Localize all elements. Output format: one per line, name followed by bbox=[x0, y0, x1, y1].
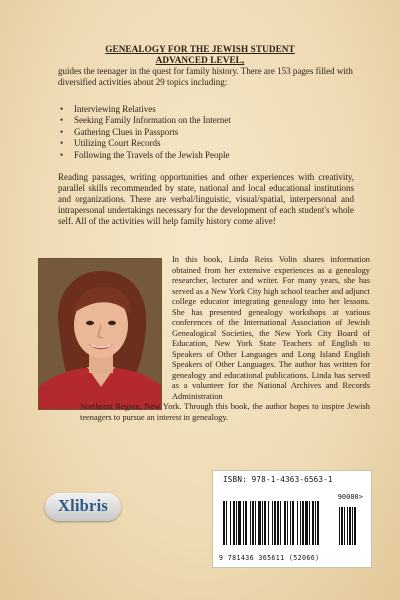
list-item: • Seeking Family Information on the Internet bbox=[60, 115, 340, 126]
publisher-logo bbox=[45, 493, 121, 521]
barcode-bars bbox=[223, 501, 363, 551]
barcode-bar bbox=[287, 501, 288, 545]
barcode-bar bbox=[245, 501, 247, 545]
author-bio: In this book, Linda Reiss Volin shares information obtained from her extensive experiences as a genealogy researcher, lecturer and writer. For many years, she has served as a New York City high school teacher and adjunct college educator integrating genealogy into her lessons. She has presented genealogy workshops at various conferences of the International Association of Jewish Genealogical Societies, the New York City Board of Education, New York State Teachers of English to Speakers of Other Languages and Long Island English Speakers of Other Languages. The author has written for genealogy and educational publications. Linda has served as a volunteer for the National Archives and Records Administration bbox=[172, 255, 370, 401]
barcode-bar bbox=[258, 501, 261, 545]
book-title bbox=[0, 44, 400, 66]
author-portrait-image bbox=[39, 259, 162, 410]
isbn-barcode bbox=[212, 470, 372, 568]
barcode-bar bbox=[252, 501, 254, 545]
title-line-2: ADVANCED LEVEL, bbox=[155, 55, 245, 65]
list-item: • Gathering Clues in Passports bbox=[60, 127, 340, 138]
isbn-label: ISBN: 978-1-4363-6563-1 bbox=[223, 475, 333, 484]
description-paragraph: Reading passages, writing opportunities and other experiences with creativity, parallel skills recommended by state, national and local educational institutions and organizations. There are verbal/linguistic, visual/spatial, interpersonal and intrapersonal undertakings necessary for the development of each student's whole self. All of the activities will help family history come alive! bbox=[58, 172, 354, 227]
barcode-bar bbox=[226, 501, 227, 545]
barcode-bar bbox=[290, 501, 291, 545]
barcode-addon-bar bbox=[341, 507, 343, 545]
author-bio-continued: Northeast Region, New York. Through this book, the author hopes to inspire Jewish teenagers to pursue an interest in genealogy. bbox=[80, 402, 370, 422]
barcode-bar bbox=[284, 501, 286, 545]
barcode-bar bbox=[309, 501, 310, 545]
barcode-bar bbox=[272, 501, 273, 545]
barcode-bar bbox=[250, 501, 251, 545]
barcode-addon-bar bbox=[339, 507, 340, 545]
list-item: • Interviewing Relatives bbox=[60, 104, 340, 115]
barcode-bar bbox=[223, 501, 225, 545]
barcode-bar bbox=[297, 501, 298, 545]
barcode-addon-bar bbox=[344, 507, 345, 545]
barcode-bar bbox=[277, 501, 279, 545]
barcode-bar bbox=[315, 501, 316, 545]
author-photo bbox=[38, 258, 162, 410]
barcode-addon-bar bbox=[354, 507, 356, 545]
intro-text: guides the teenager in the quest for family history. There are 153 pages filled with diversified activities about 29 topics including: bbox=[58, 66, 353, 88]
barcode-digits: 9 781436 365611 (52066) bbox=[219, 554, 320, 562]
list-item: • Following the Travels of the Jewish People bbox=[60, 150, 340, 161]
barcode-bar bbox=[312, 501, 314, 545]
barcode-addon-bar bbox=[352, 507, 353, 545]
barcode-bar bbox=[317, 501, 319, 545]
barcode-bar bbox=[255, 501, 256, 545]
barcode-bar bbox=[236, 501, 237, 545]
barcode-bar bbox=[264, 501, 266, 545]
barcode-bar bbox=[230, 501, 231, 545]
price-code: 90000> bbox=[337, 493, 363, 501]
publisher-logo-text: Xlibris bbox=[58, 496, 108, 515]
barcode-bar bbox=[292, 501, 294, 545]
barcode-bar bbox=[233, 501, 235, 545]
barcode-bar bbox=[274, 501, 276, 545]
barcode-bar bbox=[300, 501, 301, 545]
barcode-bar bbox=[302, 501, 304, 545]
title-line-1: GENEALOGY FOR THE JEWISH STUDENT bbox=[105, 44, 295, 54]
barcode-addon-bar bbox=[349, 507, 351, 545]
barcode-bar bbox=[305, 501, 308, 545]
barcode-bar bbox=[280, 501, 281, 545]
barcode-addon-bar bbox=[347, 507, 348, 545]
barcode-bar bbox=[243, 501, 244, 545]
topic-list bbox=[60, 104, 340, 161]
barcode-bar bbox=[238, 501, 241, 545]
barcode-bar bbox=[268, 501, 269, 545]
list-item: • Utilizing Court Records bbox=[60, 138, 340, 149]
barcode-bar bbox=[262, 501, 263, 545]
